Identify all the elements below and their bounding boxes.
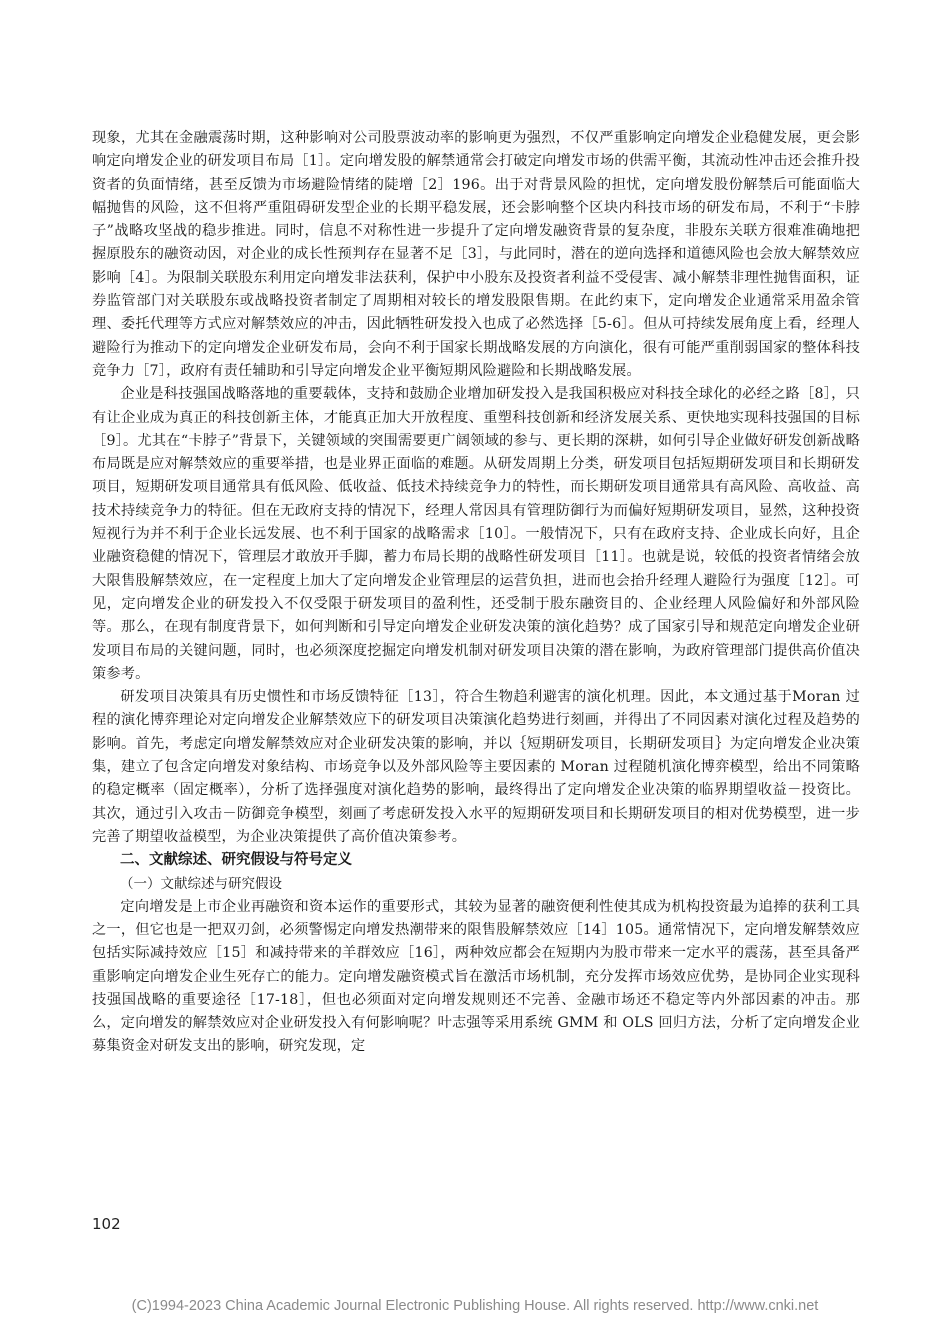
- body-paragraph-continued: 现象，尤其在金融震荡时期，这种影响对公司股票波动率的影响更为强烈，不仅严重影响定向增发企业稳健发展，更会影响定向增发企业的研发项目布局［1］。定向增发股的解禁通常会打破定向增发市场的供需平衡，其流动性冲击还会推升投资者的负面情绪，甚至反馈为市场避险情绪的陡增［2］196。出于对背景风险的担忧，定向增发股份解禁后可能面临大幅抛售的风险，这不但将严重阻碍研发型企业的长期平稳发展，还会影响整个区块内科技市场的研发布局，不利于“卡脖子”战略攻坚战的稳步推进。同时，信息不对称性进一步提升了定向增发融资背景的复杂度，非股东关联方很难准确地把握原股东的融资动因，对企业的成长性预判存在显著不足［3］，与此同时，潜在的逆向选择和道德风险也会放大解禁效应影响［4］。为限制关联股东利用定向增发非法获利，保护中小股东及投资者利益不受侵害、减小解禁非理性抛售面积，证券监管部门对关联股东或战略投资者制定了周期相对较长的增发股限售期。在此约束下，定向增发企业通常采用盈余管理、委托代理等方式应对解禁效应的冲击，因此牺牲研发投入也成了必然选择［5-6］。但从可持续发展角度上看，经理人避险行为推动下的定向增发企业研发布局，会向不利于国家长期战略发展的方向演化，很有可能严重削弱国家的整体科技竞争力［7］，政府有责任辅助和引导定向增发企业平衡短期风险避险和长期战略发展。: [92, 130, 860, 379]
- section-heading: 二、文献综述、研究假设与符号定义: [120, 852, 352, 869]
- article-body: [92, 127, 860, 1059]
- subsection-heading: （一）文献综述与研究假设: [120, 875, 282, 892]
- copyright-footer: (C)1994-2023 China Academic Journal Electronic Publishing House. All rights reserved. http://www.cnki.net: [131, 1298, 819, 1314]
- body-paragraph: 定向增发是上市企业再融资和资本运作的重要形式，其较为显著的融资便利性使其成为机构投资最为追捧的获利工具之一，但它也是一把双刃剑，必须警惕定向增发热潮带来的限售股解禁效应［14］105。通常情况下，定向增发解禁效应包括实际减持效应［15］和减持带来的羊群效应［16］，两种效应都会在短期内为股市带来一定水平的震荡，甚至具备严重影响定向增发企业生死存亡的能力。定向增发融资模式旨在激活市场机制，充分发挥市场效应优势，是协同企业实现科技强国战略的重要途径［17-18］，但也必须面对定向增发规则还不完善、金融市场还不稳定等内外部因素的冲击。那么，定向增发的解禁效应对企业研发投入有何影响呢？叶志强等采用系统 GMM 和 OLS 回归方法，分析了定向增发企业募集资金对研发支出的影响，研究发现，定: [92, 898, 860, 1055]
- page-number: 102: [92, 1215, 121, 1233]
- body-paragraph: 研发项目决策具有历史惯性和市场反馈特征［13］，符合生物趋利避害的演化机理。因此，本文通过基于Moran 过程的演化博弈理论对定向增发企业解禁效应下的研发项目决策演化趋势进行刻画，并得出了不同因素对演化过程及趋势的影响。首先，考虑定向增发解禁效应对企业研发决策的影响，并以｛短期研发项目，长期研发项目｝为定向增发企业决策集，建立了包含定向增发对象结构、市场竞争以及外部风险等主要因素的 Moran 过程随机演化博弈模型，给出不同策略的稳定概率（固定概率），分析了选择强度对演化趋势的影响，最终得出了定向增发企业决策的临界期望收益－投资比。其次，通过引入攻击－防御竞争模型，刻画了考虑研发投入水平的短期研发项目和长期研发项目的相对优势模型，进一步完善了期望收益模型，为企业决策提供了高价值决策参考。: [92, 689, 860, 845]
- body-paragraph: 企业是科技强国战略落地的重要载体，支持和鼓励企业增加研发投入是我国积极应对科技全球化的必经之路［8］，只有让企业成为真正的科技创新主体，才能真正加大开放程度、重塑科技创新和经济发展关系、更快地实现科技强国的目标［9］。尤其在“卡脖子”背景下，关键领域的突围需要更广阔领域的参与、更长期的深耕，如何引导企业做好研发创新战略布局既是应对解禁效应的重要举措，也是业界正面临的难题。从研发周期上分类，研发项目包括短期研发项目和长期研发项目，短期研发项目通常具有低风险、低收益、低技术持续竞争力的特性，而长期研发项目通常具有高风险、高收益、高技术持续竞争力的特征。但在无政府支持的情况下，经理人常因具有管理防御行为而偏好短期研发项目，显然，这种投资短视行为并不利于企业长远发展、也不利于国家的战略需求［10］。一般情况下，只有在政府支持、企业成长向好，且企业融资稳健的情况下，管理层才敢放开手脚，蓄力布局长期的战略性研发项目［11］。也就是说，较低的投资者情绪会放大限售股解禁效应，在一定程度上加大了定向增发企业管理层的运营负担，进而也会抬升经理人避险行为强度［12］。可见，定向增发企业的研发投入不仅受限于研发项目的盈利性，还受制于股东融资目的、企业经理人风险偏好和外部风险等。那么，在现有制度背景下，如何判断和引导定向增发企业研发决策的演化趋势？成了国家引导和规范定向增发企业研发项目布局的关键问题，同时，也必须深度挖掘定向增发机制对研发项目决策的潜在影响，为政府管理部门提供高价值决策参考。: [92, 386, 860, 682]
